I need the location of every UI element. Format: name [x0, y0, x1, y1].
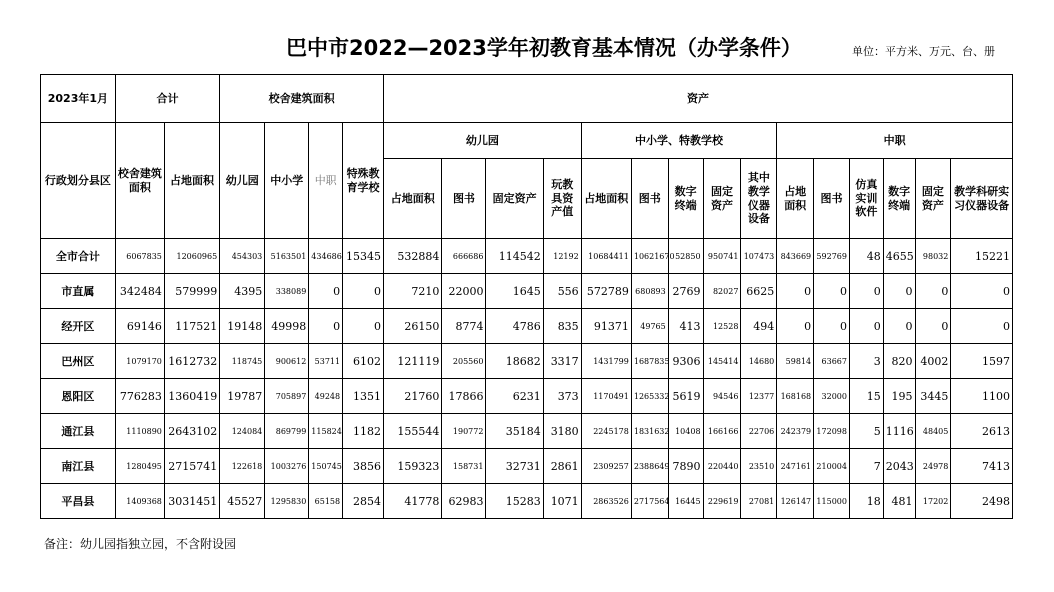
table-cell: 21760	[384, 379, 442, 414]
header-v-terminals: 数字终端	[883, 159, 915, 239]
table-cell: 6067835	[115, 239, 164, 274]
table-cell: 869799	[265, 414, 309, 449]
header-b-special: 特殊教育学校	[343, 123, 384, 239]
table-cell: 4002	[915, 344, 951, 379]
header-total-group: 合计	[115, 75, 219, 123]
header-v-research: 教学科研实习仪器设备	[951, 159, 1013, 239]
table-cell: 19787	[220, 379, 265, 414]
table-cell: 242379	[777, 414, 814, 449]
table-cell: 7890	[668, 449, 703, 484]
header-row-1	[41, 75, 1013, 123]
header-vocational-group: 中职	[777, 123, 1013, 159]
table-cell: 1831632	[631, 414, 668, 449]
table-cell: 49998	[265, 309, 309, 344]
table-cell: 220440	[703, 449, 741, 484]
table-cell: 26150	[384, 309, 442, 344]
table-cell: 1431799	[581, 344, 631, 379]
table-cell: 1170491	[581, 379, 631, 414]
table-cell: 556	[543, 274, 581, 309]
table-cell: 2854	[343, 484, 384, 519]
table-cell: 124084	[220, 414, 265, 449]
row-label: 全市合计	[41, 239, 116, 274]
header-v-fixed: 固定资产	[915, 159, 951, 239]
table-cell: 454303	[220, 239, 265, 274]
row-label: 市直属	[41, 274, 116, 309]
table-cell: 2388649	[631, 449, 668, 484]
table-cell: 10621670	[631, 239, 668, 274]
table-cell: 843669	[777, 239, 814, 274]
header-v-books: 图书	[814, 159, 850, 239]
header-building-group: 校舍建筑面积	[220, 75, 384, 123]
row-label: 经开区	[41, 309, 116, 344]
table-cell: 53711	[309, 344, 343, 379]
table-cell: 210004	[814, 449, 850, 484]
table-cell: 0	[309, 309, 343, 344]
table-cell: 0	[849, 309, 883, 344]
table-cell: 23510	[741, 449, 777, 484]
table-cell: 0	[814, 274, 850, 309]
table-cell: 190772	[442, 414, 486, 449]
table-cell: 41778	[384, 484, 442, 519]
header-v-software: 仿真实训软件	[849, 159, 883, 239]
table-cell: 145414	[703, 344, 741, 379]
table-cell: 7210	[384, 274, 442, 309]
header-p-instruments: 其中教学仪器设备	[741, 159, 777, 239]
table-row	[41, 414, 1013, 449]
header-primary-group: 中小学、特教学校	[581, 123, 777, 159]
table-cell: 15221	[951, 239, 1013, 274]
table-cell: 1295830	[265, 484, 309, 519]
row-label: 南江县	[41, 449, 116, 484]
table-cell: 12377	[741, 379, 777, 414]
table-cell: 14680	[741, 344, 777, 379]
table-cell: 2613	[951, 414, 1013, 449]
header-p-land: 占地面积	[581, 159, 631, 239]
header-k-fixed: 固定资产	[486, 159, 543, 239]
header-region: 行政划分县区	[41, 123, 116, 239]
table-cell: 12528	[703, 309, 741, 344]
table-cell: 115824	[309, 414, 343, 449]
table-cell: 172098	[814, 414, 850, 449]
table-cell: 24978	[915, 449, 951, 484]
table-cell: 18	[849, 484, 883, 519]
table-cell: 52850	[668, 239, 703, 274]
table-cell: 1110890	[115, 414, 164, 449]
table-cell: 680893	[631, 274, 668, 309]
table-cell: 820	[883, 344, 915, 379]
table-cell: 6102	[343, 344, 384, 379]
table-cell: 592769	[814, 239, 850, 274]
table-cell: 1265332	[631, 379, 668, 414]
table-cell: 155544	[384, 414, 442, 449]
table-cell: 2245178	[581, 414, 631, 449]
table-cell: 10684411	[581, 239, 631, 274]
table-cell: 2863526	[581, 484, 631, 519]
table-cell: 18682	[486, 344, 543, 379]
row-label: 巴州区	[41, 344, 116, 379]
row-label: 通江县	[41, 414, 116, 449]
header-kindergarten-group: 幼儿园	[384, 123, 582, 159]
table-cell: 3445	[915, 379, 951, 414]
footnote: 备注：幼儿园指独立园，不含附设园	[44, 537, 237, 551]
table-cell: 338089	[265, 274, 309, 309]
table-cell: 1280495	[115, 449, 164, 484]
table-cell: 6231	[486, 379, 543, 414]
table-cell: 16445	[668, 484, 703, 519]
table-cell: 91371	[581, 309, 631, 344]
table-cell: 122618	[220, 449, 265, 484]
table-cell: 150745	[309, 449, 343, 484]
table-row	[41, 449, 1013, 484]
table-cell: 2717564	[631, 484, 668, 519]
table-cell: 0	[883, 309, 915, 344]
table-cell: 2309257	[581, 449, 631, 484]
table-cell: 532884	[384, 239, 442, 274]
table-cell: 572789	[581, 274, 631, 309]
table-cell: 35184	[486, 414, 543, 449]
table-cell: 32731	[486, 449, 543, 484]
table-cell: 5	[849, 414, 883, 449]
header-b-vocational	[309, 123, 343, 239]
table-cell: 2043	[883, 449, 915, 484]
table-cell: 0	[883, 274, 915, 309]
table-row	[41, 484, 1013, 519]
table-cell: 247161	[777, 449, 814, 484]
table-cell: 1645	[486, 274, 543, 309]
table-cell: 434686	[309, 239, 343, 274]
table-cell: 413	[668, 309, 703, 344]
table-cell: 17866	[442, 379, 486, 414]
table-cell: 1116	[883, 414, 915, 449]
table-cell: 1597	[951, 344, 1013, 379]
table-cell: 7	[849, 449, 883, 484]
table-cell: 59814	[777, 344, 814, 379]
table-cell: 950741	[703, 239, 741, 274]
table-cell: 2498	[951, 484, 1013, 519]
table-cell: 5163501	[265, 239, 309, 274]
table-cell: 22706	[741, 414, 777, 449]
table-cell: 8774	[442, 309, 486, 344]
table-cell: 118745	[220, 344, 265, 379]
header-row-2	[41, 123, 1013, 159]
table-cell: 9306	[668, 344, 703, 379]
table-cell: 15	[849, 379, 883, 414]
header-v-land: 占地面积	[777, 159, 814, 239]
table-cell: 2643102	[164, 414, 219, 449]
table-cell: 0	[951, 309, 1013, 344]
table-cell: 1612732	[164, 344, 219, 379]
table-cell: 17202	[915, 484, 951, 519]
table-cell: 579999	[164, 274, 219, 309]
table-cell: 3317	[543, 344, 581, 379]
table-cell: 115000	[814, 484, 850, 519]
table-cell: 168168	[777, 379, 814, 414]
table-cell: 2769	[668, 274, 703, 309]
data-table	[40, 74, 1013, 519]
table-cell: 121119	[384, 344, 442, 379]
table-cell: 4655	[883, 239, 915, 274]
table-cell: 1079170	[115, 344, 164, 379]
table-cell: 48	[849, 239, 883, 274]
table-cell: 49765	[631, 309, 668, 344]
header-p-books: 图书	[631, 159, 668, 239]
table-cell: 3856	[343, 449, 384, 484]
table-row	[41, 309, 1013, 344]
table-cell: 1071	[543, 484, 581, 519]
table-cell: 126147	[777, 484, 814, 519]
table-cell: 5619	[668, 379, 703, 414]
table-cell: 229619	[703, 484, 741, 519]
table-cell: 1409368	[115, 484, 164, 519]
table-cell: 49248	[309, 379, 343, 414]
unit-label: 单位：平方米、万元、台、册	[852, 45, 995, 58]
table-cell: 4395	[220, 274, 265, 309]
table-cell: 158731	[442, 449, 486, 484]
table-cell: 0	[777, 274, 814, 309]
table-cell: 32000	[814, 379, 850, 414]
header-p-fixed: 固定资产	[703, 159, 741, 239]
table-cell: 4786	[486, 309, 543, 344]
table-cell: 0	[951, 274, 1013, 309]
table-row	[41, 239, 1013, 274]
header-total-building: 校舍建筑面积	[115, 123, 164, 239]
row-label: 平昌县	[41, 484, 116, 519]
table-cell: 27081	[741, 484, 777, 519]
table-cell: 0	[777, 309, 814, 344]
table-cell: 19148	[220, 309, 265, 344]
table-cell: 15283	[486, 484, 543, 519]
table-cell: 48405	[915, 414, 951, 449]
table-cell: 65158	[309, 484, 343, 519]
table-cell: 117521	[164, 309, 219, 344]
table-row	[41, 344, 1013, 379]
table-cell: 7413	[951, 449, 1013, 484]
table-cell: 15345	[343, 239, 384, 274]
table-cell: 776283	[115, 379, 164, 414]
table-cell: 0	[343, 274, 384, 309]
table-cell: 0	[849, 274, 883, 309]
table-cell: 3180	[543, 414, 581, 449]
table-row	[41, 379, 1013, 414]
header-k-toys: 玩教具资产值	[543, 159, 581, 239]
table-cell: 705897	[265, 379, 309, 414]
header-b-primary: 中小学	[265, 123, 309, 239]
table-cell: 1100	[951, 379, 1013, 414]
header-date: 2023年1月	[41, 75, 116, 123]
table-cell: 835	[543, 309, 581, 344]
table-cell: 98032	[915, 239, 951, 274]
page-title: 巴中市2022—2023学年初教育基本情况（办学条件）	[286, 36, 802, 60]
table-cell: 107473	[741, 239, 777, 274]
table-cell: 6625	[741, 274, 777, 309]
table-cell: 94546	[703, 379, 741, 414]
header-assets-group: 资产	[384, 75, 1013, 123]
table-cell: 3	[849, 344, 883, 379]
table-cell: 0	[309, 274, 343, 309]
header-total-land: 占地面积	[164, 123, 219, 239]
header-k-books: 图书	[442, 159, 486, 239]
table-cell: 82027	[703, 274, 741, 309]
table-cell: 114542	[486, 239, 543, 274]
table-cell: 1687835	[631, 344, 668, 379]
header-b-kindergarten: 幼儿园	[220, 123, 265, 239]
table-row	[41, 274, 1013, 309]
table-cell: 0	[915, 309, 951, 344]
table-cell: 205560	[442, 344, 486, 379]
row-label: 恩阳区	[41, 379, 116, 414]
table-cell: 666686	[442, 239, 486, 274]
table-cell: 373	[543, 379, 581, 414]
table-cell: 12192	[543, 239, 581, 274]
table-cell: 2861	[543, 449, 581, 484]
table-cell: 0	[915, 274, 951, 309]
table-cell: 63667	[814, 344, 850, 379]
table-cell: 1351	[343, 379, 384, 414]
table-cell: 159323	[384, 449, 442, 484]
table-cell: 22000	[442, 274, 486, 309]
header-k-land: 占地面积	[384, 159, 442, 239]
table-cell: 2715741	[164, 449, 219, 484]
table-cell: 1182	[343, 414, 384, 449]
table-cell: 494	[741, 309, 777, 344]
table-cell: 900612	[265, 344, 309, 379]
table-cell: 481	[883, 484, 915, 519]
table-cell: 342484	[115, 274, 164, 309]
table-cell: 0	[343, 309, 384, 344]
table-cell: 195	[883, 379, 915, 414]
table-cell: 12060965	[164, 239, 219, 274]
table-cell: 3031451	[164, 484, 219, 519]
table-cell: 69146	[115, 309, 164, 344]
table-cell: 62983	[442, 484, 486, 519]
table-cell: 0	[814, 309, 850, 344]
table-cell: 1003276	[265, 449, 309, 484]
table-cell: 166166	[703, 414, 741, 449]
table-cell: 45527	[220, 484, 265, 519]
header-b-vocational-label: 中职	[314, 173, 337, 187]
table-cell: 1360419	[164, 379, 219, 414]
header-p-terminals: 数字终端	[668, 159, 703, 239]
table-cell: 10408	[668, 414, 703, 449]
